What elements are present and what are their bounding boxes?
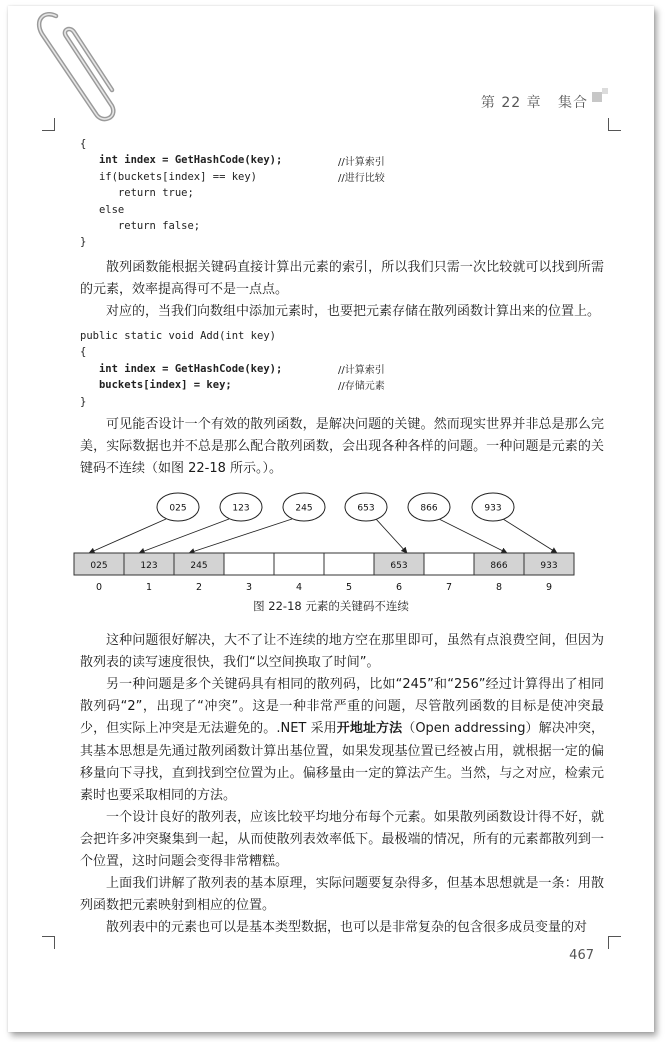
hash-bucket — [424, 553, 474, 575]
crop-mark — [608, 118, 621, 131]
code-comment: //计算索引 — [338, 157, 385, 168]
hash-bucket — [274, 553, 324, 575]
running-header — [481, 92, 588, 112]
bucket-index: 5 — [345, 582, 353, 593]
code-line: { — [80, 138, 87, 150]
paragraph — [80, 674, 604, 807]
crop-mark — [42, 936, 55, 949]
crop-mark — [42, 118, 55, 131]
key-label: 933 — [484, 503, 502, 514]
mapping-arrow — [89, 519, 166, 553]
code-comment: //进行比较 — [338, 173, 385, 184]
code-line: { — [80, 346, 87, 359]
chapter-number: 第 22 章 — [480, 95, 542, 111]
key-label: 245 — [295, 503, 313, 514]
mapping-arrow — [189, 519, 292, 553]
key-label: 025 — [169, 503, 187, 514]
code-line: } — [80, 395, 87, 408]
hash-bucket — [324, 553, 374, 575]
code-line: else — [98, 203, 125, 216]
bucket-index: 3 — [245, 582, 253, 593]
code-line: } — [80, 236, 87, 249]
term-open-addressing: 开地址方法 — [336, 721, 403, 737]
page-number: 467 — [569, 948, 594, 963]
paragraph: 这种问题很好解决，大不了让不连续的地方空在那里即可，虽然有点浪费空间，但因为散列表的读写速度很快，我们“以空间换取了时间”。 — [80, 633, 604, 671]
code-line: if(buckets[index] == key) — [98, 170, 258, 183]
code-line: buckets[index] = key; — [98, 379, 232, 392]
mapping-arrow — [503, 519, 557, 553]
code-line: int index = GetHashCode(key); — [98, 154, 283, 167]
paragraph-text: （Open addressing）解决冲突，其基本思想是先通过散列函数计算出基位置，如果发现基位置已经被占用，就根据一定的偏移量向下寻找，直到找到空位置为止。偏移量由一定的算法产生。当然，与之对应，检索元素时也要采取相同的方法。 — [80, 721, 604, 804]
paragraph: 上面我们讲解了散列表的基本原理，实际问题要复杂得多，但基本思想就是一条：用散列函数把元素映射到相应的位置。 — [80, 876, 604, 914]
bucket-value: 245 — [190, 561, 208, 571]
paragraph: 散列函数能根据关键码直接计算出元素的索引，所以我们只需一次比较就可以找到所需的元素，效率提高得可不是一点点。 — [80, 260, 604, 298]
bucket-value: 933 — [540, 561, 558, 571]
paragraph-text: 另一种问题是多个关键码具有相同的散列码，比如“245”和“256”经过计算得出了相同散列码“2”，出现了“冲突”。这是一种非常严重的问题，尽管散列函数的目标是使冲突最少，但实际上冲突是无法避免的。.NET 采用 — [80, 677, 604, 737]
mapping-arrow — [139, 519, 229, 553]
bucket-index: 1 — [145, 582, 153, 593]
header-decoration — [602, 88, 608, 94]
bucket-value: 866 — [490, 561, 508, 571]
hash-table-figure — [8, 486, 654, 596]
chapter-title: 集合 — [558, 95, 588, 111]
bucket-index: 0 — [95, 582, 103, 593]
book-page — [8, 6, 654, 1032]
hash-bucket — [224, 553, 274, 575]
bucket-index: 8 — [495, 582, 503, 593]
paperclip-icon — [26, 6, 126, 126]
bucket-value: 653 — [390, 561, 408, 571]
key-label: 123 — [232, 503, 250, 514]
code-line: int index = GetHashCode(key); — [98, 362, 283, 375]
bucket-index: 4 — [295, 582, 303, 593]
paragraph: 散列表中的元素也可以是基本类型数据，也可以是非常复杂的包含很多成员变量的对 — [106, 920, 588, 935]
bucket-index: 9 — [545, 582, 553, 593]
paragraph: 一个设计良好的散列表，应该比较平均地分布每个元素。如果散列函数设计得不好，就会把许多冲突聚集到一起，从而使散列表效率低下。最极端的情况，所有的元素都散列到一个位置，这时问题会变得非常糟糕。 — [80, 810, 604, 870]
key-label: 653 — [357, 503, 375, 514]
code-line: return false; — [117, 220, 201, 233]
paragraph: 可见能否设计一个有效的散列函数，是解决问题的关键。然而现实世界并非总是那么完美，实际数据也并不总是那么配合散列函数，会出现各种各样的问题。一种问题是元素的关键码不连续（如图 22-18 所示。）。 — [80, 417, 604, 477]
crop-mark — [608, 936, 621, 949]
paragraph: 对应的，当我们向数组中添加元素时，也要把元素存储在散列函数计算出来的位置上。 — [106, 304, 601, 319]
bucket-index: 7 — [445, 582, 453, 593]
bucket-index: 2 — [195, 582, 203, 593]
code-block — [80, 136, 282, 251]
code-line: return true; — [117, 187, 194, 200]
mapping-arrow — [439, 519, 507, 553]
code-block — [80, 328, 282, 410]
bucket-value: 123 — [140, 561, 158, 571]
code-comment: //计算索引 — [338, 365, 385, 376]
code-line: public static void Add(int key) — [80, 330, 276, 342]
key-label: 866 — [420, 503, 438, 514]
header-decoration — [592, 92, 602, 102]
mapping-arrow — [376, 519, 407, 553]
code-comment: //存储元素 — [338, 381, 385, 392]
bucket-value: 025 — [90, 561, 108, 571]
bucket-index: 6 — [395, 582, 403, 593]
figure-caption: 图 22-18 元素的关键码不连续 — [253, 599, 409, 613]
